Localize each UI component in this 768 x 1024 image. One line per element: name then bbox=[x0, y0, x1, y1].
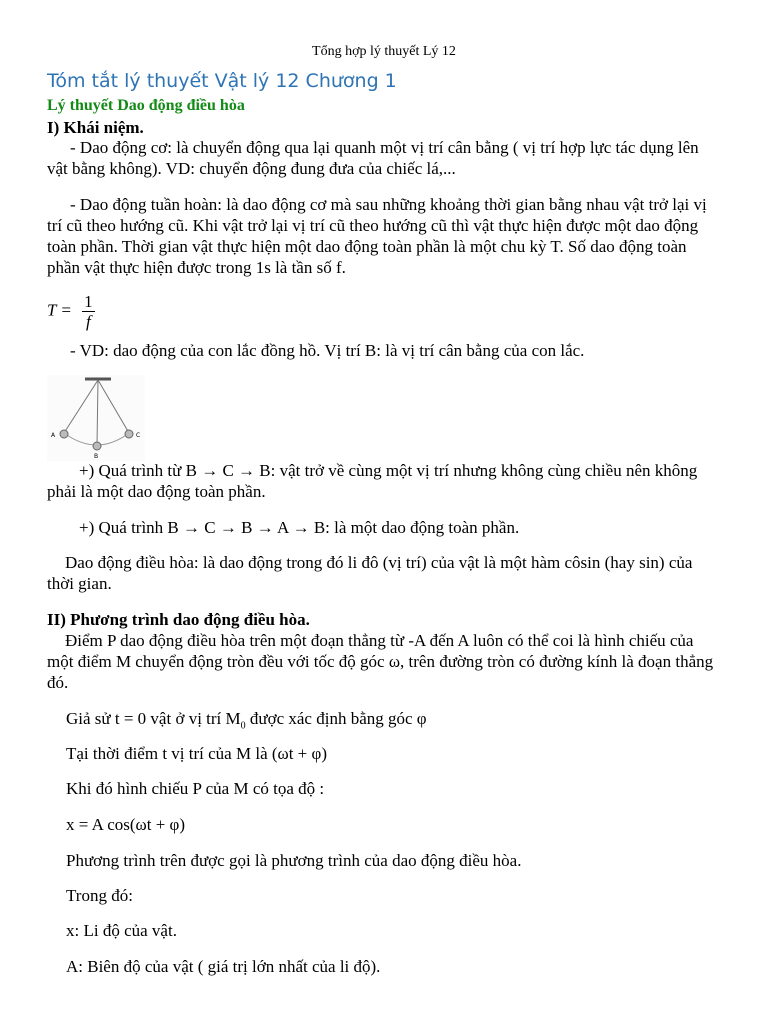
paragraph-pendulum-example: - VD: dao động của con lắc đồng hồ. Vị trí B: là vị trí cân bằng của con lắc. bbox=[70, 341, 585, 360]
label-a: A bbox=[51, 432, 56, 439]
paragraph-where: Trong đó: bbox=[66, 886, 133, 905]
section-heading-1: I) Khái niệm. bbox=[47, 118, 144, 137]
pendulum-diagram bbox=[47, 375, 145, 461]
pendulum-string-c bbox=[98, 380, 129, 433]
paragraph-equation-name: Phương trình trên được gọi là phương trình của dao động điều hòa. bbox=[66, 851, 522, 870]
initial-position-text: Giả sử t = 0 vật ở vị trí M bbox=[66, 709, 241, 728]
paragraph-process-bcb: +) Quá trình từ B → C → B: vật trở về cùng một vị trí nhưng không cùng chiều nên không phải là một dao động toàn phần. bbox=[47, 461, 698, 501]
definition-x: x: Li độ của vật. bbox=[66, 921, 177, 940]
section-heading-2: II) Phương trình dao động điều hòa. bbox=[47, 610, 310, 629]
paragraph-initial-position bbox=[66, 708, 716, 736]
paragraph-projection-coord: Khi đó hình chiếu P của M có tọa độ : bbox=[66, 779, 325, 798]
pendulum-string-a bbox=[64, 380, 98, 433]
bob-b bbox=[93, 442, 101, 450]
page-title: Tóm tắt lý thuyết Vật lý 12 Chương 1 bbox=[47, 70, 397, 92]
paragraph-periodic-oscillation: - Dao động tuần hoàn: là dao động cơ mà sau những khoảng thời gian bằng nhau vật trở lại vị trí cũ theo hướng cũ. Khi vật trở lại vị trí cũ theo hướng cũ thì vật thực hiện được một dao động toàn phần. Thời gian vật thực hiện một dao động toàn phần là một chu kỳ T. Số dao động toàn phần vật thực hiện được trong 1s là tần số f. bbox=[47, 195, 707, 277]
page-header: Tổng hợp lý thuyết Lý 12 bbox=[312, 44, 456, 59]
bob-c bbox=[125, 430, 133, 438]
paragraph-projection: Điểm P dao động điều hòa trên một đoạn thẳng từ -A đến A luôn có thể coi là hình chiếu của một điểm M chuyển động tròn đều với tốc độ góc ω, trên đường tròn có đường kính là đoạn thẳng đó. bbox=[47, 631, 714, 692]
initial-position-text-end: được xác định bằng góc φ bbox=[245, 709, 427, 728]
subtitle: Lý thuyết Dao động điều hòa bbox=[47, 97, 245, 114]
formula-numerator: 1 bbox=[84, 292, 93, 311]
paragraph-position-at-t: Tại thời điểm t vị trí của M là (ωt + φ) bbox=[66, 744, 327, 763]
formula-denominator: f bbox=[86, 312, 91, 331]
equation-x: x = A cos(ωt + φ) bbox=[66, 815, 186, 834]
paragraph-mechanical-oscillation: - Dao động cơ: là chuyển động qua lại quanh một vị trí cân bằng ( vị trí hợp lực tác dụng lên vật bằng không). VD: chuyển động đung đưa của chiếc lá,... bbox=[47, 138, 699, 178]
paragraph-harmonic-definition: Dao động điều hòa: là dao động trong đó li đô (vị trí) của vật là một hàm côsin (hay sin) của thời gian. bbox=[47, 553, 693, 593]
bob-a bbox=[60, 430, 68, 438]
paragraph-process-full: +) Quá trình B → C → B → A → B: là một dao động toàn phần. bbox=[79, 518, 520, 537]
period-formula bbox=[47, 292, 95, 331]
m-subscript: 0 bbox=[240, 720, 246, 732]
formula-lhs: T = bbox=[47, 300, 72, 320]
pendulum-string-b bbox=[97, 380, 98, 445]
label-c: C bbox=[136, 432, 141, 439]
definition-a: A: Biên độ của vật ( giá trị lớn nhất của li độ). bbox=[66, 957, 381, 976]
pendulum-figure bbox=[47, 375, 145, 461]
label-b: B bbox=[94, 453, 99, 460]
